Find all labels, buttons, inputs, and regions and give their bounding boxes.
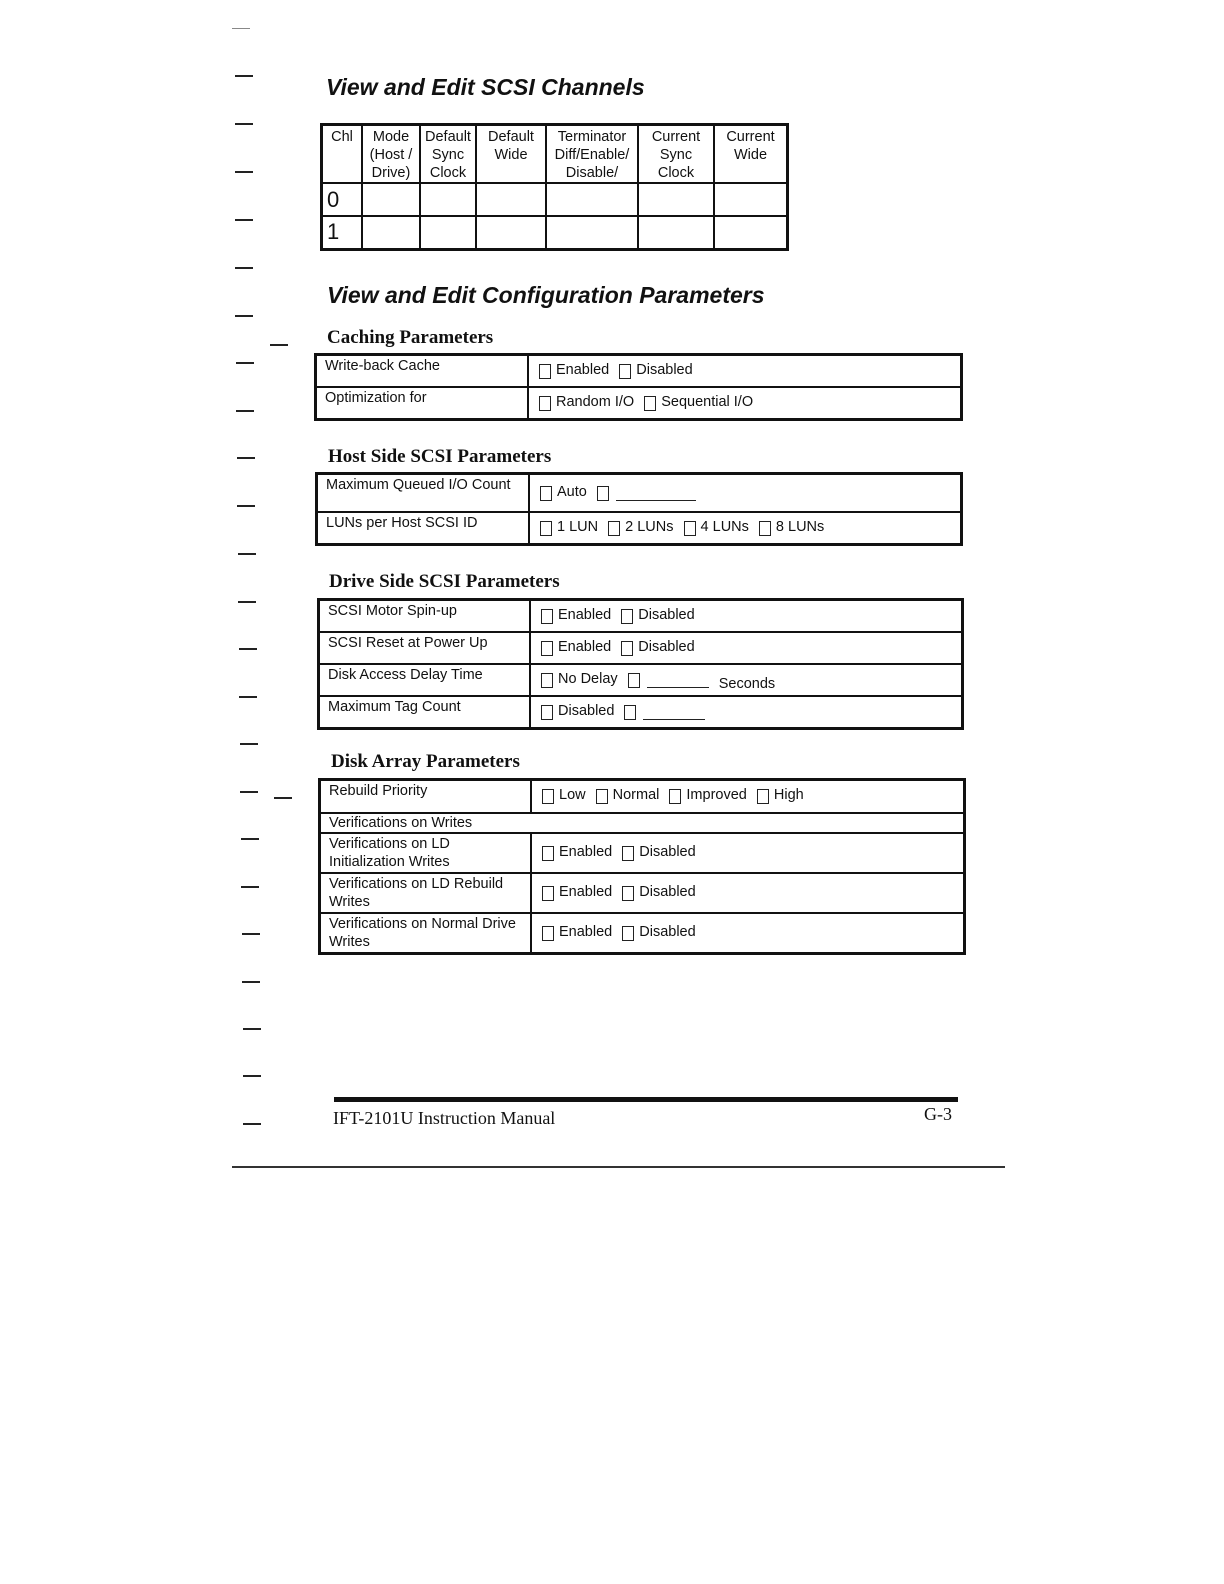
param-label: Optimization for: [316, 387, 529, 420]
option-disabled[interactable]: [622, 883, 695, 901]
binder-tick: [270, 344, 288, 346]
binder-tick: [237, 505, 255, 507]
binder-tick: [238, 601, 256, 603]
option-disabled[interactable]: [621, 638, 694, 656]
checkbox[interactable]: [542, 789, 554, 804]
table-row: [320, 913, 965, 954]
table-row: [317, 474, 962, 512]
host-side-title: Host Side SCSI Parameters: [328, 446, 552, 467]
column-header: Mode (Host / Drive): [362, 125, 420, 184]
channel-number: 1: [322, 216, 363, 249]
binder-tick: [243, 1028, 261, 1030]
section-title-configuration-parameters: View and Edit Configuration Parameters: [327, 282, 765, 308]
table-row: [320, 873, 965, 913]
checkbox[interactable]: [757, 789, 769, 804]
binder-tick: [239, 696, 257, 698]
param-options: [528, 355, 962, 388]
binder-tick: [241, 886, 259, 888]
drive-side-title: Drive Side SCSI Parameters: [329, 571, 560, 592]
column-header: Default Sync Clock: [420, 125, 476, 184]
option-custom-delay[interactable]: [628, 673, 709, 688]
option-label: Disabled: [558, 703, 615, 719]
table-cell: [546, 216, 638, 249]
checkbox[interactable]: [597, 486, 609, 501]
param-label: Rebuild Priority: [320, 780, 532, 813]
column-header: Current Sync Clock: [638, 125, 714, 184]
option-label: Disabled: [638, 607, 695, 623]
table-cell: [420, 216, 476, 249]
disk-array-title: Disk Array Parameters: [331, 751, 520, 772]
option-label: Normal: [612, 787, 660, 804]
param-label: Maximum Tag Count: [319, 696, 531, 729]
param-options: [529, 512, 962, 545]
footer-rule: [334, 1097, 958, 1102]
option-label: 4 LUNs: [700, 518, 749, 535]
option-8-luns[interactable]: [759, 518, 824, 536]
table-row: [320, 780, 965, 813]
table-row: [320, 813, 965, 833]
checkbox[interactable]: [628, 673, 640, 688]
option-label: Low: [559, 787, 586, 804]
option-label: Enabled: [556, 362, 610, 378]
table-cell: [420, 183, 476, 216]
param-label: Verifications on LD Initialization Writes: [320, 833, 532, 873]
binder-tick: [232, 28, 250, 29]
option-enabled[interactable]: [542, 923, 612, 941]
option-label: 8 LUNs: [775, 518, 825, 535]
option-2-luns[interactable]: [608, 518, 673, 536]
checkbox[interactable]: [542, 846, 554, 861]
option-enabled[interactable]: [542, 883, 612, 901]
option-label: Disabled: [639, 923, 696, 940]
table-row: [317, 512, 962, 545]
table-row: [319, 696, 963, 729]
checkbox[interactable]: [644, 396, 656, 411]
checkbox[interactable]: [669, 789, 681, 804]
binder-tick: [237, 457, 255, 459]
page-bottom-rule: [232, 1166, 1005, 1168]
option-label: Disabled: [638, 639, 695, 655]
binder-tick: [236, 362, 254, 364]
checkbox[interactable]: [622, 846, 634, 861]
param-options: [528, 387, 962, 420]
option-disabled[interactable]: [619, 361, 692, 379]
option-label: Enabled: [559, 843, 613, 860]
binder-tick: [235, 315, 253, 317]
verifications-header: Verifications on Writes: [320, 813, 965, 833]
blank-field[interactable]: [647, 673, 709, 688]
checkbox[interactable]: [622, 926, 634, 941]
option-enabled[interactable]: [539, 361, 609, 379]
option-improved[interactable]: [669, 786, 746, 804]
host-side-table: [315, 472, 963, 546]
option-1-lun[interactable]: [540, 518, 598, 536]
binder-tick: [236, 410, 254, 412]
table-row: [320, 833, 965, 873]
scsi-channels-table: [320, 123, 789, 251]
checkbox[interactable]: [539, 364, 551, 379]
table-row: [319, 632, 963, 664]
section-title-scsi-channels: View and Edit SCSI Channels: [326, 74, 645, 100]
option-normal[interactable]: [596, 786, 660, 804]
table-cell: [714, 216, 788, 249]
binder-tick: [235, 219, 253, 221]
option-label: Sequential I/O: [661, 394, 754, 410]
option-enabled[interactable]: [541, 606, 611, 624]
binder-tick: [243, 1075, 261, 1077]
param-options: [531, 833, 965, 873]
footer-manual-title: IFT-2101U Instruction Manual: [333, 1108, 556, 1128]
option-disabled[interactable]: [622, 843, 695, 861]
binder-tick: [240, 743, 258, 745]
checkbox[interactable]: [624, 705, 636, 720]
checkbox[interactable]: [542, 926, 554, 941]
param-options: [529, 474, 962, 512]
option-custom-count[interactable]: [624, 705, 705, 720]
option-auto[interactable]: [540, 483, 587, 501]
checkbox[interactable]: [759, 521, 771, 536]
option-custom-count[interactable]: [597, 486, 696, 501]
checkbox[interactable]: [540, 486, 552, 501]
binder-tick: [242, 933, 260, 935]
param-label: Verifications on LD Rebuild Writes: [320, 873, 532, 913]
option-label: Improved: [686, 787, 747, 804]
table-cell: [714, 183, 788, 216]
checkbox[interactable]: [619, 364, 631, 379]
option-disabled[interactable]: [541, 702, 614, 720]
binder-tick: [239, 648, 257, 650]
table-cell: [546, 183, 638, 216]
binder-tick: [274, 797, 292, 799]
option-no-delay[interactable]: [541, 670, 618, 688]
option-label: 1 LUN: [557, 518, 599, 535]
blank-field[interactable]: [643, 705, 705, 720]
column-header: Default Wide: [476, 125, 546, 184]
param-options: [530, 696, 963, 729]
option-sequential-io[interactable]: [644, 393, 753, 411]
param-label: LUNs per Host SCSI ID: [317, 512, 530, 545]
param-options: [530, 632, 963, 664]
param-options: [531, 913, 965, 954]
table-cell: [638, 216, 714, 249]
binder-tick: [235, 171, 253, 173]
option-label: Enabled: [559, 923, 613, 940]
option-label: Disabled: [639, 843, 696, 860]
option-label: Disabled: [636, 362, 693, 378]
drive-side-table: [317, 598, 964, 730]
disk-array-table: [318, 778, 966, 955]
checkbox[interactable]: [540, 521, 552, 536]
checkbox[interactable]: [541, 705, 553, 720]
caching-parameters-table: [314, 353, 963, 421]
blank-field[interactable]: [616, 486, 696, 501]
checkbox[interactable]: [541, 609, 553, 624]
checkbox[interactable]: [608, 521, 620, 536]
option-disabled[interactable]: [622, 923, 695, 941]
column-header: Current Wide: [714, 125, 788, 184]
table-row: [319, 664, 963, 696]
table-cell: [362, 216, 420, 249]
checkbox[interactable]: [684, 521, 696, 536]
binder-tick: [235, 75, 253, 77]
param-label: SCSI Motor Spin-up: [319, 600, 531, 633]
option-label: No Delay: [558, 671, 618, 687]
binder-tick: [235, 267, 253, 269]
table-row: [319, 600, 963, 633]
column-header: Terminator Diff/Enable/ Disable/: [546, 125, 638, 184]
table-row: [316, 387, 962, 420]
checkbox[interactable]: [542, 886, 554, 901]
binder-tick: [238, 553, 256, 555]
checkbox[interactable]: [539, 396, 551, 411]
param-label: SCSI Reset at Power Up: [319, 632, 531, 664]
option-random-io[interactable]: [539, 393, 634, 411]
param-options: [531, 780, 965, 813]
option-label: 2 LUNs: [625, 518, 674, 535]
param-label: Write-back Cache: [316, 355, 529, 388]
param-options: [530, 600, 963, 633]
option-enabled[interactable]: [541, 638, 611, 656]
checkbox[interactable]: [596, 789, 608, 804]
column-header: Chl: [322, 125, 363, 184]
checkbox[interactable]: [622, 886, 634, 901]
option-high[interactable]: [757, 786, 804, 804]
option-low[interactable]: [542, 786, 586, 804]
binder-tick: [235, 123, 253, 125]
option-label: Enabled: [558, 639, 612, 655]
binder-tick: [243, 1123, 261, 1125]
table-row: [322, 216, 788, 249]
footer-page-number: G-3: [924, 1104, 952, 1124]
channel-number: 0: [322, 183, 363, 216]
checkbox[interactable]: [621, 609, 633, 624]
option-label: Enabled: [558, 607, 612, 623]
option-label: High: [773, 787, 804, 804]
option-disabled[interactable]: [621, 606, 694, 624]
param-label: Disk Access Delay Time: [319, 664, 531, 696]
param-label: Maximum Queued I/O Count: [317, 474, 530, 512]
binder-tick: [241, 838, 259, 840]
option-4-luns[interactable]: [684, 518, 749, 536]
checkbox[interactable]: [541, 641, 553, 656]
binder-tick: [242, 981, 260, 983]
checkbox[interactable]: [621, 641, 633, 656]
binder-tick: [240, 791, 258, 793]
table-cell: [362, 183, 420, 216]
seconds-unit-label: Seconds: [718, 676, 776, 692]
table-cell: [476, 183, 546, 216]
option-enabled[interactable]: [542, 843, 612, 861]
checkbox[interactable]: [541, 673, 553, 688]
param-options: [531, 873, 965, 913]
table-cell: [638, 183, 714, 216]
param-label: Verifications on Normal Drive Writes: [320, 913, 532, 954]
caching-parameters-title: Caching Parameters: [327, 327, 494, 348]
option-label: Random I/O: [556, 394, 635, 410]
param-options: [530, 664, 963, 696]
option-label: Auto: [557, 483, 587, 500]
option-label: Enabled: [559, 883, 613, 900]
table-row: [322, 183, 788, 216]
table-cell: [476, 216, 546, 249]
option-label: Disabled: [639, 883, 696, 900]
table-row: [316, 355, 962, 388]
